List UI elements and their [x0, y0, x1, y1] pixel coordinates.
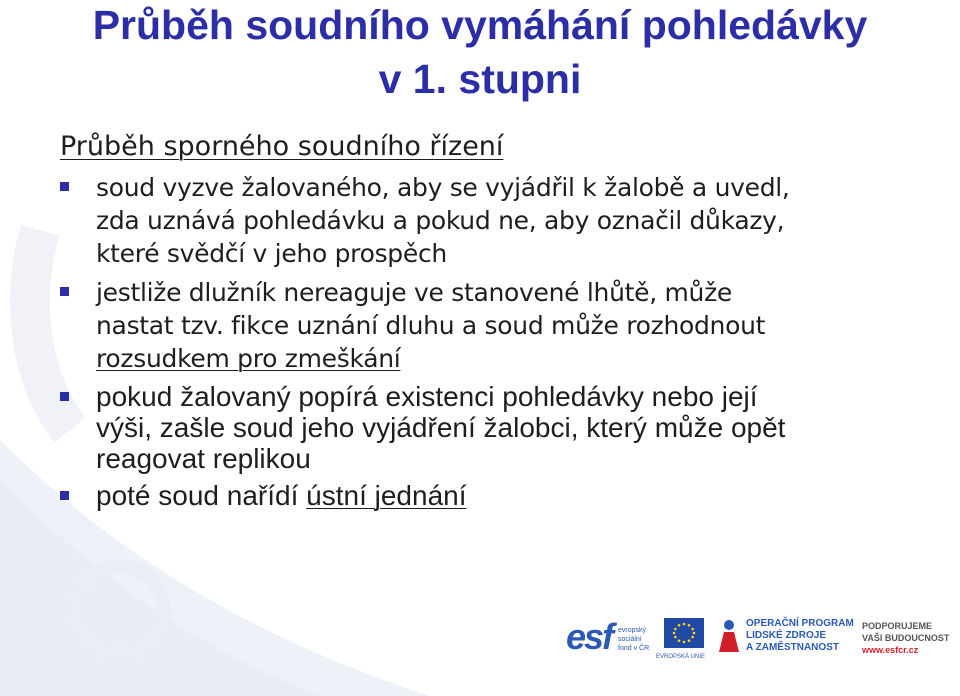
bullet-list	[60, 171, 940, 517]
bullet-item	[60, 171, 940, 270]
esf-url: www.esfcr.cz	[862, 645, 919, 655]
section-subtitle: Průběh sporného soudního řízení	[60, 131, 504, 162]
bullet-line: výši, zašle soud jeho vyjádření žalobci, který může opět	[96, 412, 786, 443]
bullet-item	[60, 381, 940, 474]
page-title-line-1: Průběh soudního vymáhání pohledávky	[92, 2, 868, 48]
op-text-line: OPERAČNÍ PROGRAM	[746, 618, 854, 629]
bullet-square-icon	[60, 287, 69, 296]
op-lzz-logo-icon	[716, 618, 742, 652]
bullet-line: pokud žalovaný popírá existenci pohledávky nebo její	[96, 381, 758, 412]
bullet-line: které svědčí v jeho prospěch	[96, 239, 447, 268]
bullet-square-icon	[60, 182, 69, 191]
op-text-line: A ZAMĚSTNANOST	[746, 642, 839, 653]
bullet-line: reagovat replikou	[96, 443, 311, 474]
bullet-underlined-term: rozsudkem pro zmeškání	[96, 344, 401, 373]
eu-caption: EVROPSKÁ UNIE	[656, 654, 706, 660]
support-slogan	[862, 620, 949, 656]
esf-caption-line: fond v ČR	[618, 645, 650, 652]
slogan-line: VAŠI BUDOUCNOST	[862, 633, 950, 643]
bullet-square-icon	[60, 491, 69, 500]
bullet-line: zda uznává pohledávku a pokud ne, aby označil důkazy,	[96, 206, 785, 235]
esf-caption-line: evropský	[618, 627, 647, 634]
esf-caption-line: sociální	[618, 636, 642, 643]
bullet-item	[60, 276, 940, 375]
bullet-line	[96, 480, 940, 511]
page-title-line-2: v 1. stupni	[378, 56, 582, 102]
bullet-text: poté soud nařídí	[96, 480, 307, 511]
bullet-square-icon	[60, 392, 69, 401]
esf-logo	[566, 616, 650, 658]
op-text-line: LIDSKÉ ZDROJE	[746, 630, 827, 641]
bullet-underlined-term: ústní jednání	[306, 480, 467, 511]
bullet-line: jestliže dlužník nereaguje ve stanovené lhůtě, může	[96, 278, 733, 307]
footer-logos	[566, 610, 960, 680]
esf-caption	[618, 626, 658, 653]
op-lzz-logo-text	[746, 618, 854, 654]
bullet-item	[60, 480, 940, 511]
slogan-line: PODPORUJEME	[862, 621, 933, 631]
esf-logo-text: esf	[566, 616, 613, 657]
eu-flag-icon	[664, 618, 704, 648]
bullet-line: soud vyzve žalovaného, aby se vyjádřil k žalobě a uvedl,	[96, 173, 790, 202]
bullet-line: nastat tzv. fikce uznání dluhu a soud může rozhodnout	[96, 311, 766, 340]
